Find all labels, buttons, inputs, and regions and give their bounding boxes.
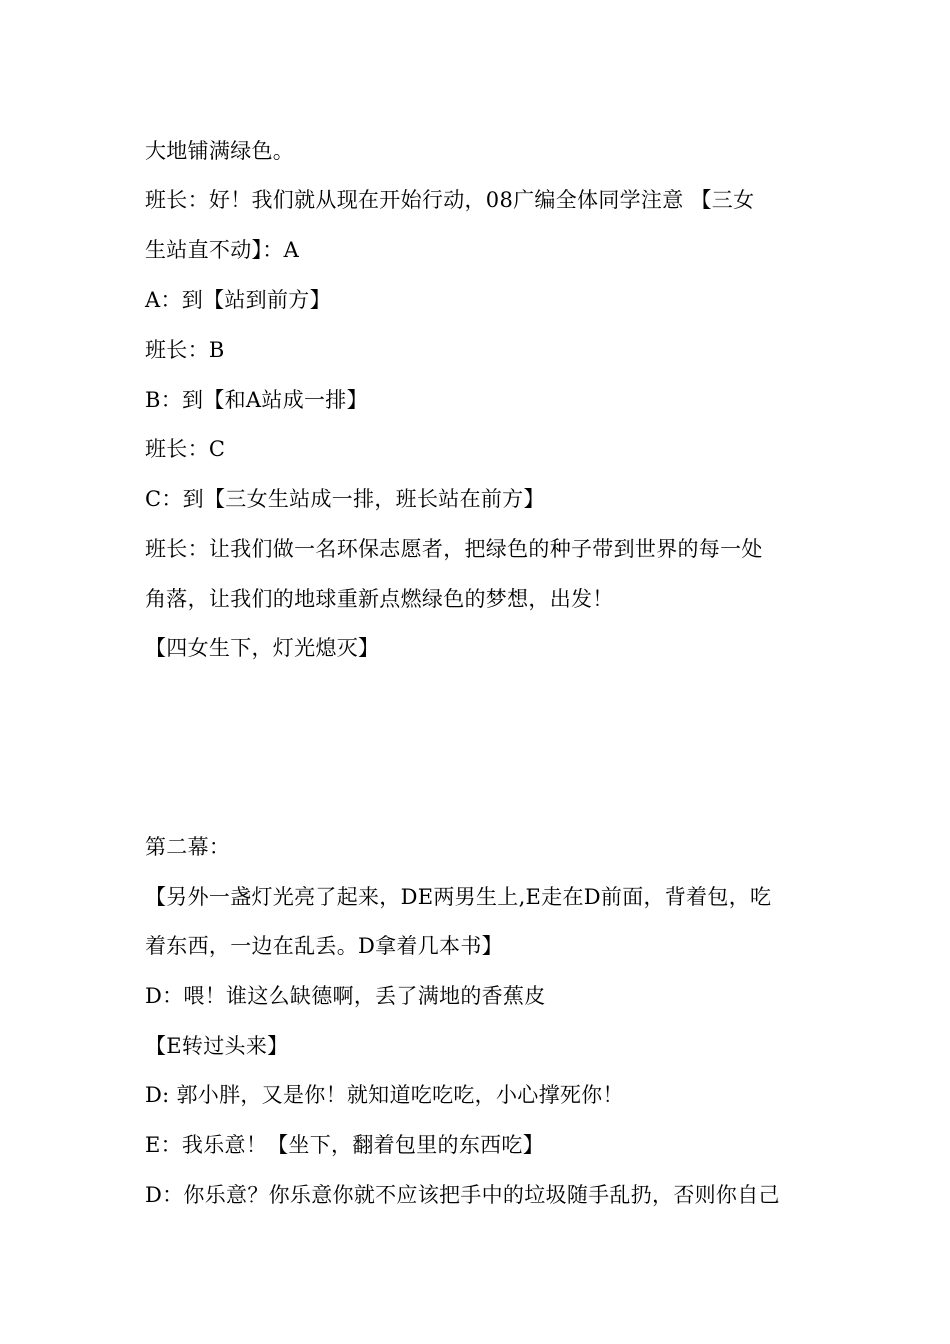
text-line: 班长：好！我们就从现在开始行动，08广编全体同学注意 【三女 xyxy=(145,188,755,212)
text-line: 【另外一盏灯光亮了起来，DE两男生上,E走在D前面，背着包，吃 xyxy=(145,885,772,909)
text-line: 班长：C xyxy=(145,437,226,461)
text-line: A：到【站到前方】 xyxy=(145,288,331,312)
text-line: C：到【三女生站成一排，班长站在前方】 xyxy=(145,487,545,511)
text-line: 【E转过头来】 xyxy=(145,1034,289,1058)
text-line: 生站直不动】：A xyxy=(145,238,300,262)
text-line: 班长：B xyxy=(145,338,225,362)
text-line: 【四女生下，灯光熄灭】 xyxy=(145,636,380,660)
text-line: D：你乐意？你乐意你就不应该把手中的垃圾随手乱扔，否则你自己 xyxy=(145,1183,780,1207)
text-line: 着东西，一边在乱丢。D拿着几本书】 xyxy=(145,934,503,958)
text-line: 班长：让我们做一名环保志愿者，把绿色的种子带到世界的每一处 xyxy=(145,537,763,561)
text-line: D：喂！谁这么缺德啊，丢了满地的香蕉皮 xyxy=(145,984,546,1008)
text-line: D: 郭小胖，又是你！就知道吃吃吃，小心撑死你！ xyxy=(145,1083,624,1107)
text-line: E：我乐意！【坐下，翻着包里的东西吃】 xyxy=(145,1133,545,1157)
section-heading: 第二幕： xyxy=(145,835,231,859)
text-line: 角落，让我们的地球重新点燃绿色的梦想，出发！ xyxy=(145,587,614,611)
text-line: B：到【和A站成一排】 xyxy=(145,388,368,412)
text-line: 大地铺满绿色。 xyxy=(145,139,295,163)
